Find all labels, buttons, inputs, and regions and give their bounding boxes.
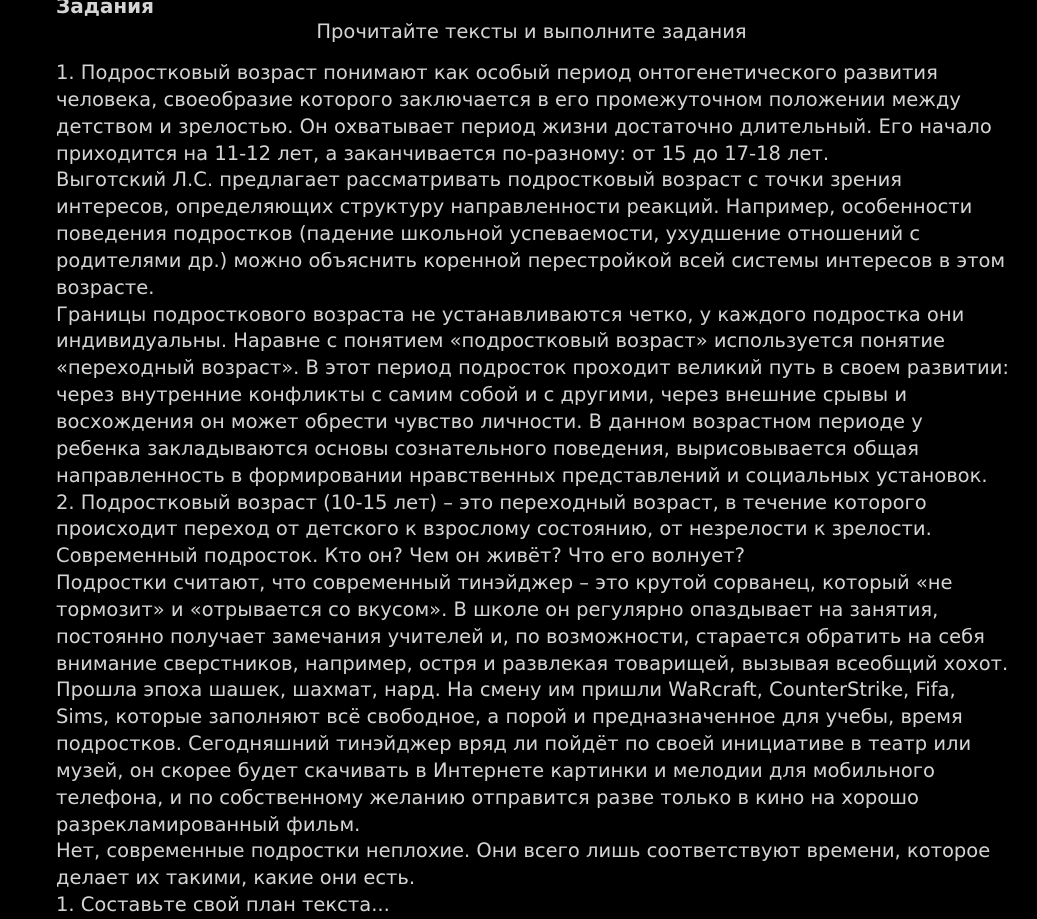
text-line: интересов, определяющих структуру направленности реакций. Например, особенности: [56, 195, 973, 219]
text-line: тормозит» и «отрывается со вкусом». В школе он регулярно опаздывает на занятия,: [56, 597, 939, 621]
text-line: Прошла эпоха шашек, шахмат, нард. На смену им пришли WaRcraft, CounterStrike, Fifa,: [56, 678, 956, 702]
text-line: 2. Подростковый возраст (10-15 лет) – это переходный возраст, в течение которого: [56, 490, 927, 514]
text-line: родителями др.) можно объяснить коренной перестройкой всей системы интересов в этом: [56, 248, 1006, 272]
text-line: Sims, которые заполняют всё свободное, а порой и предназначенное для учебы, время: [56, 705, 963, 729]
page-heading: Задания: [56, 0, 155, 18]
text-line: постоянно получает замечания учителей и, по возможности, старается обратить на себя: [56, 624, 985, 648]
text-line: через внутренние конфликты с самим собой и с другими, через внешние срывы и: [56, 383, 908, 407]
text-line: разрекламированный фильм.: [56, 812, 361, 836]
text-line: музей, он скорее будет скачивать в Интернете картинки и мелодии для мобильного: [56, 758, 935, 782]
text-line: возрасте.: [56, 275, 155, 299]
text-line: Нет, современные подростки неплохие. Они всего лишь соответствуют времени, которое: [56, 839, 991, 863]
text-line: направленность в формировании нравственных представлений и социальных установок.: [56, 463, 988, 487]
text-line: «переходный возраст». В этот период подросток проходит великий путь в своем развитии:: [56, 356, 1009, 380]
text-line: детством и зрелостью. Он охватывает период жизни достаточно длительный. Его начало: [56, 114, 992, 138]
text-line: телефона, и по собственному желанию отправится разве только в кино на хорошо: [56, 785, 919, 809]
text-line: 1. Подростковый возраст понимают как особый период онтогенетического развития: [56, 61, 938, 84]
text-line: делает их такими, какие они есть.: [56, 866, 416, 890]
text-line: ребенка закладываются основы сознательного поведения, вырисовывается общая: [56, 436, 919, 460]
text-line: подростков. Сегодняшний тинэйджер вряд ли пойдёт по своей инициативе в театр или: [56, 732, 972, 756]
text-line: Современный подросток. Кто он? Чем он живёт? Что его волнует?: [56, 544, 746, 568]
text-line: человека, своеобразие которого заключается в его промежуточном положении между: [56, 87, 961, 111]
text-line: приходится на 11-12 лет, а заканчивается по-разному: от 15 до 17-18 лет.: [56, 141, 830, 165]
text-line: происходит переход от детского к взрослому состоянию, от незрелости к зрелости.: [56, 517, 932, 541]
text-line: восхождения он может обрести чувство личности. В данном возрастном периоде у: [56, 409, 923, 433]
text-line: 1. Составьте свой план текста...: [56, 893, 390, 917]
text-line: Подростки считают, что современный тинэйджер – это крутой сорванец, который «не: [56, 571, 953, 595]
instruction-title: Прочитайте тексты и выполните задания: [316, 20, 747, 43]
text-line: индивидуальны. Наравне с понятием «подростковый возраст» используется понятие: [56, 329, 946, 353]
reading-text: [56, 60, 1037, 919]
text-line: поведения подростков (падение школьной успеваемости, ухудшение отношений с: [56, 222, 921, 246]
text-line: внимание сверстников, например, остря и развлекая товарищей, вызывая всеобщий хохот.: [56, 651, 1009, 675]
text-line: Границы подросткового возраста не устанавливаются четко, у каждого подростка они: [56, 302, 965, 326]
text-line: Выготский Л.С. предлагает рассматривать подростковый возраст с точки зрения: [56, 168, 903, 192]
